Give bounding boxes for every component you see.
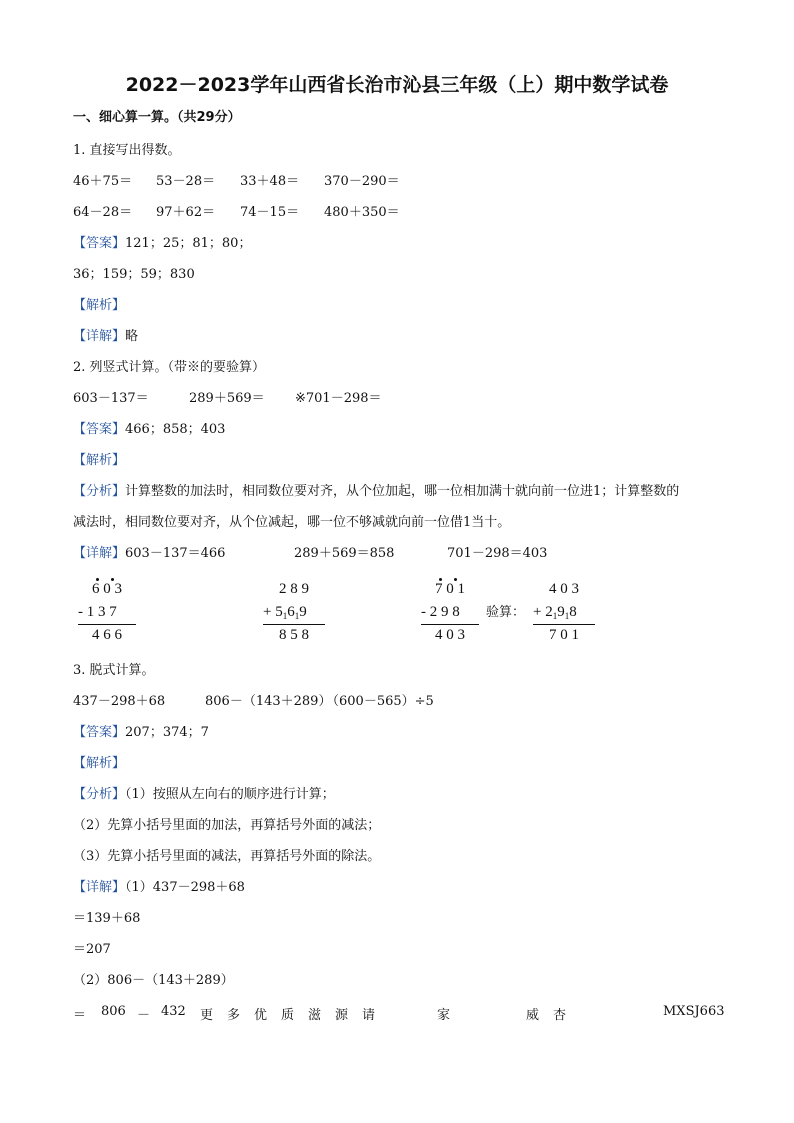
- q3-expr: 437－298＋68: [73, 694, 166, 709]
- detail-tag: 【详解】: [73, 329, 126, 344]
- q3-stem: 3. 脱式计算。: [73, 663, 155, 678]
- footer-part: 优: [254, 1008, 268, 1023]
- vc-res: 4 6 6: [92, 627, 122, 643]
- q3-detail-line-3: ＝207: [73, 942, 111, 957]
- detail-text: 略: [125, 329, 139, 344]
- q3-detail-line-2: ＝139＋68: [73, 911, 141, 926]
- q2-detail: [73, 545, 547, 563]
- q1-expr: 480＋350＝: [324, 205, 400, 220]
- answer-text: 207；374；7: [125, 725, 209, 740]
- q2-fenxi: [73, 483, 679, 501]
- q1-detail: [73, 328, 138, 346]
- vc-mid-num: 2 9 8: [429, 604, 460, 620]
- footer-part: 家: [437, 1008, 451, 1023]
- footer-part: 多: [227, 1008, 241, 1023]
- footer-part: 杏: [553, 1008, 567, 1023]
- vc-digit: 6: [287, 604, 295, 620]
- check-label: 验算：: [486, 605, 526, 620]
- q1-expr: 53－28＝: [156, 174, 216, 189]
- vc-mid: [78, 601, 138, 624]
- vc-digit: 9: [557, 604, 565, 620]
- answer-text: 466；858；403: [125, 422, 226, 437]
- footer-line: [73, 1004, 723, 1022]
- answer-tag: 【答案】: [73, 725, 126, 740]
- carry-mark: 1: [294, 611, 300, 621]
- answer-tag: 【答案】: [73, 422, 126, 437]
- q1-answer: [73, 235, 251, 253]
- vc-mid-num: 1 3 7: [86, 604, 117, 620]
- fenxi-tag: 【分析】: [73, 787, 126, 802]
- q3-answer: [73, 724, 209, 742]
- q1-expr: 74－15＝: [240, 205, 300, 220]
- vc-digit: 8: [569, 604, 577, 620]
- vertical-calc-subtraction-1: [78, 578, 138, 647]
- detail-tag: 【详解】: [73, 880, 126, 895]
- q3-fenxi-line-2: （2）先算小括号里面的加法，再算括号外面的减法；: [73, 818, 381, 833]
- vc-digit: 9: [299, 604, 307, 620]
- vertical-calc-check: [533, 578, 595, 647]
- vc-top: 2 8 9: [279, 581, 309, 597]
- footer-part: 源: [335, 1008, 349, 1023]
- carry-mark: 1: [282, 611, 288, 621]
- vc-res: 4 0 3: [435, 627, 465, 643]
- section-heading: 一、细心算一算。（共29分）: [73, 110, 241, 125]
- detail-eq: 289＋569＝858: [294, 546, 395, 561]
- vc-mid: [421, 601, 481, 624]
- answer-tag: 【答案】: [73, 236, 126, 251]
- vc-top: 7 0 1: [435, 581, 465, 597]
- q3-detail-line-4: （2）806－（143＋289）: [73, 973, 234, 988]
- q1-expr: 46＋75＝: [73, 174, 133, 189]
- vc-digit: 5: [275, 604, 283, 620]
- detail-tag: 【详解】: [73, 546, 126, 561]
- q3-fenxi: [73, 786, 335, 804]
- fenxi-text: （1）按照从左向右的顺序进行计算；: [125, 787, 335, 802]
- q2-expr: 603－137＝: [73, 391, 149, 406]
- vc-top: 6 0 3: [92, 581, 122, 597]
- vc-res: 8 5 8: [279, 627, 309, 643]
- q3-exprs: [73, 693, 434, 711]
- vc-mid: [263, 601, 325, 624]
- q1-expr: 370－290＝: [324, 174, 400, 189]
- vertical-calc-addition-1: [263, 578, 325, 647]
- q3-fenxi-line-3: （3）先算小括号里面的减法，再算括号外面的除法。: [73, 849, 381, 864]
- detail-eq: 603－137＝466: [125, 546, 226, 561]
- q1-answer-line-2: 36；159；59；830: [73, 267, 195, 282]
- footer-part: 432: [161, 1004, 186, 1019]
- vc-digit: 2: [545, 604, 553, 620]
- q2-fenxi-line-2: 减法时，相同数位要对齐，从个位减起，哪一位不够减就向前一位借1当十。: [73, 515, 511, 530]
- footer-part: 更: [200, 1008, 214, 1023]
- vc-op: -: [78, 604, 83, 620]
- q1-expr: 97＋62＝: [156, 205, 216, 220]
- fenxi-tag: 【分析】: [73, 484, 126, 499]
- vc-op: -: [421, 604, 426, 620]
- q1-analysis-tag: 【解析】: [73, 298, 126, 313]
- footer-part: 威: [526, 1008, 540, 1023]
- answer-text: 121；25；81；80；: [125, 236, 252, 251]
- q1-stem: 1. 直接写出得数。: [73, 143, 181, 158]
- vc-res: 7 0 1: [549, 627, 579, 643]
- q1-expr: 64－28＝: [73, 205, 133, 220]
- carry-mark: 1: [564, 611, 570, 621]
- vertical-calc-subtraction-2: [421, 578, 481, 647]
- q1-row-2: [73, 204, 400, 222]
- q2-exprs: [73, 390, 382, 408]
- footer-part: ＝: [73, 1008, 87, 1023]
- vc-mid: [533, 601, 595, 624]
- q3-detail: [73, 879, 245, 897]
- footer-part: MXSJ663: [663, 1004, 725, 1019]
- detail-text: （1）437－298＋68: [125, 880, 245, 895]
- q3-expr: （600－565）÷5: [326, 694, 434, 709]
- q2-expr: ※701－298＝: [295, 391, 382, 406]
- footer-part: 滋: [308, 1008, 322, 1023]
- vc-top: 4 0 3: [549, 581, 579, 597]
- footer-part: 请: [362, 1008, 376, 1023]
- q3-analysis-tag: 【解析】: [73, 756, 126, 771]
- vc-op: +: [533, 604, 542, 620]
- q2-expr: 289＋569＝: [189, 391, 265, 406]
- footer-part: 质: [281, 1008, 295, 1023]
- q2-answer: [73, 421, 225, 439]
- detail-eq: 701－298＝403: [447, 546, 548, 561]
- q3-expr: 806－（143＋289）: [205, 694, 332, 709]
- q2-analysis-tag: 【解析】: [73, 453, 126, 468]
- fenxi-text: 计算整数的加法时，相同数位要对齐，从个位加起，哪一位相加满十就向前一位进1；计算整数的: [125, 484, 680, 499]
- q2-stem: 2. 列竖式计算。（带※的要验算）: [73, 360, 266, 375]
- q1-row-1: [73, 173, 400, 191]
- footer-part: －: [137, 1008, 151, 1023]
- footer-part: 806: [101, 1004, 126, 1019]
- carry-mark: 1: [552, 611, 558, 621]
- q1-expr: 33＋48＝: [240, 174, 300, 189]
- vc-op: +: [263, 604, 272, 620]
- page-title: 2022－2023学年山西省长治市沁县三年级（上）期中数学试卷: [125, 74, 669, 96]
